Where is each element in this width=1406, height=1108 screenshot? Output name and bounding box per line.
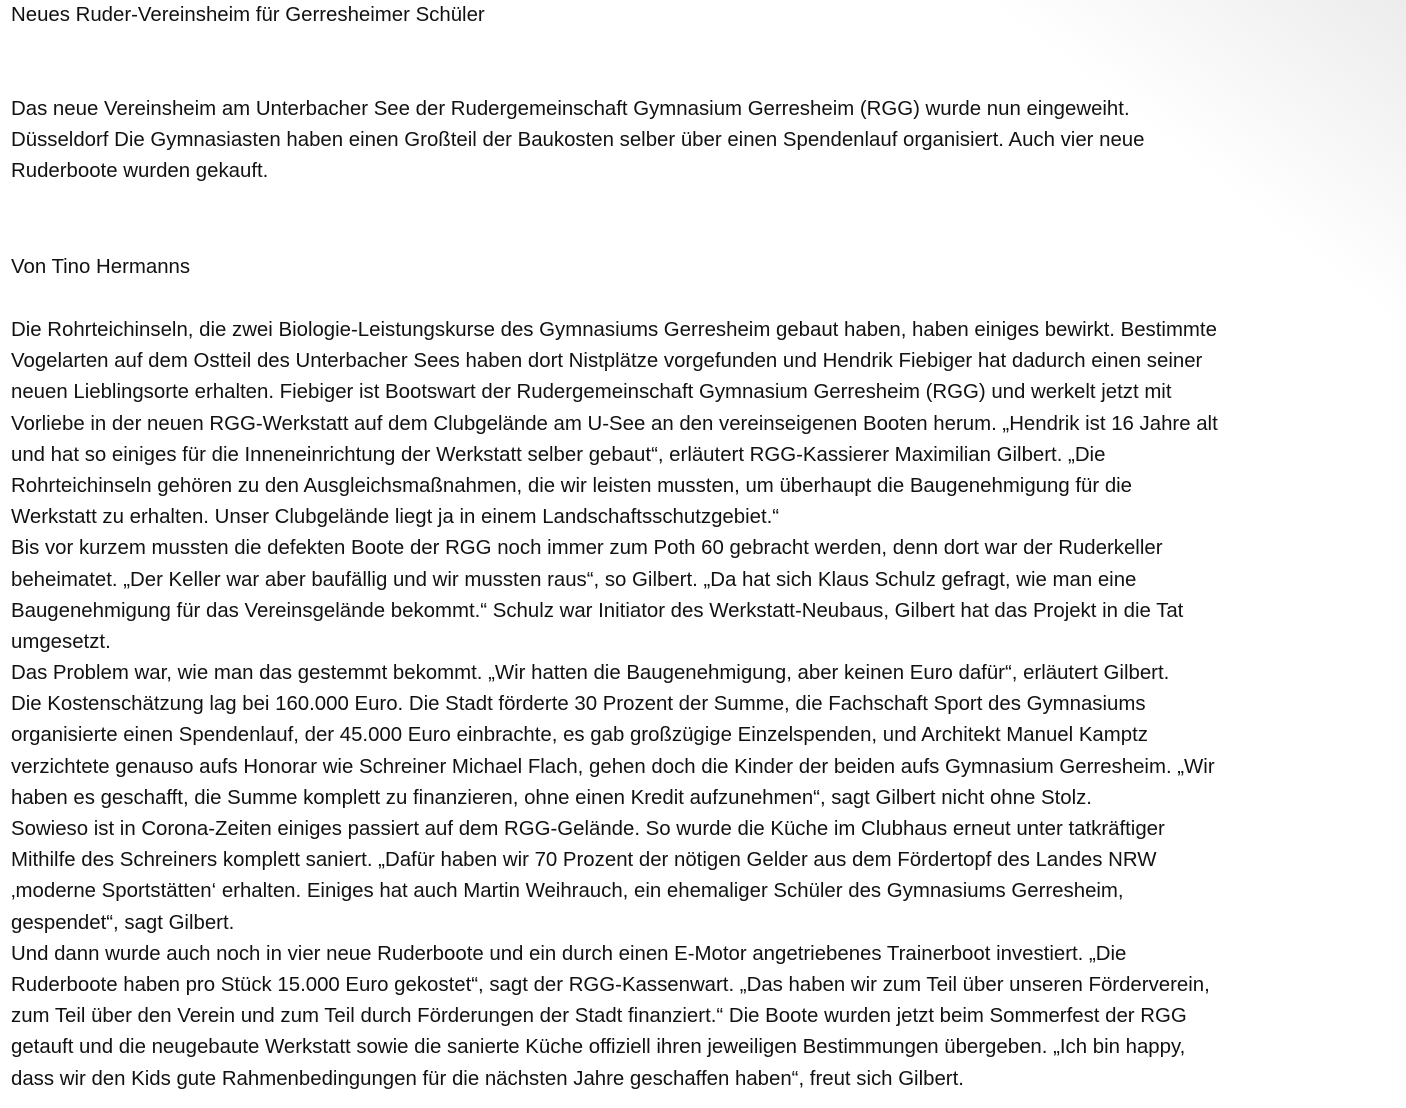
teaser-line: Düsseldorf Die Gymnasiasten haben einen Großteil der Baukosten selber über einen Spendenlauf organisiert. Auch vier neue (11, 129, 1145, 152)
body-line: Vorliebe in der neuen RGG-Werkstatt auf dem Clubgelände am U-See an den vereinseigenen Booten herum. „Hendrik ist 16 Jahre alt (11, 412, 1218, 435)
body-line: verzichtete genauso aufs Honorar wie Schreiner Michael Flach, gehen doch die Kinder der beiden aufs Gymnasium Gerresheim. „Wir (11, 755, 1215, 778)
body-line: Vogelarten auf dem Ostteil des Unterbacher Sees haben dort Nistplätze vorgefunden und Hendrik Fiebiger hat dadurch einen seiner (11, 350, 1203, 373)
body-line: und hat so einiges für die Inneneinrichtung der Werkstatt selber gebaut“, erläutert RGG-Kassierer Maximilian Gilbert. „Die (11, 443, 1106, 466)
body-line: Das Problem war, wie man das gestemmt bekommt. „Wir hatten die Baugenehmigung, aber keinen Euro dafür“, erläutert Gilbert. (11, 662, 1170, 685)
body-line: dass wir den Kids gute Rahmenbedingungen für die nächsten Jahre geschaffen haben“, freut sich Gilbert. (11, 1067, 964, 1090)
body-line: Ruderboote haben pro Stück 15.000 Euro gekostet“, sagt der RGG-Kassenwart. „Das haben wir zum Teil über unseren Förderverein, (11, 973, 1210, 996)
body-line: Werkstatt zu erhalten. Unser Clubgelände liegt ja in einem Landschaftsschutzgebiet.“ (11, 506, 780, 529)
body-line: ‚moderne Sportstätten‘ erhalten. Einiges hat auch Martin Weihrauch, ein ehemaliger Schüler des Gymnasiums Gerresheim, (11, 880, 1124, 903)
body-line: umgesetzt. (11, 630, 111, 653)
body-line: Bis vor kurzem mussten die defekten Boote der RGG noch immer zum Poth 60 gebracht werden, denn dort war der Ruderkeller (11, 537, 1163, 560)
teaser-line: Ruderboote wurden gekauft. (11, 160, 269, 183)
body-line: Die Rohrteichinseln, die zwei Biologie-Leistungskurse des Gymnasiums Gerresheim gebaut haben, haben einiges bewirkt. Bestimmte (11, 319, 1217, 341)
body-line: Und dann wurde auch noch in vier neue Ruderboote und ein durch einen E-Motor angetriebenes Trainerboot investiert. „Die (11, 942, 1127, 965)
body-line: zum Teil über den Verein und zum Teil durch Förderungen der Stadt finanziert.“ Die Boote wurden jetzt beim Sommerfest der RGG (11, 1005, 1187, 1028)
teaser-line: Das neue Vereinsheim am Unterbacher See der Rudergemeinschaft Gymnasium Gerresheim (RGG) wurde nun eingeweiht. (11, 98, 1130, 120)
body-line: Rohrteichinseln gehören zu den Ausgleichsmaßnahmen, die wir leisten mussten, um überhaupt die Baugenehmigung für die (11, 474, 1133, 497)
body-line: Baugenehmigung für das Vereinsgelände bekommt.“ Schulz war Initiator des Werkstatt-Neubaus, Gilbert hat das Projekt in die Tat (11, 599, 1184, 622)
article-byline: Von Tino Hermanns (11, 256, 191, 278)
body-line: Die Kostenschätzung lag bei 160.000 Euro. Die Stadt förderte 30 Prozent der Summe, die Fachschaft Sport des Gymnasiums (11, 693, 1146, 716)
body-line: Sowieso ist in Corona-Zeiten einiges passiert auf dem RGG-Gelände. So wurde die Küche im Clubhaus erneut unter tatkräftiger (11, 818, 1165, 840)
body-line: gespendet“, sagt Gilbert. (11, 911, 235, 934)
body-line: neuen Lieblingsorte erhalten. Fiebiger ist Bootswart der Rudergemeinschaft Gymnasium Gerresheim (RGG) und werkelt jetzt mit (11, 381, 1172, 404)
body-line: organisierte einen Spendenlauf, der 45.000 Euro einbrachte, es gab großzügige Einzelspenden, und Architekt Manuel Kamptz (11, 724, 1148, 747)
body-line: beheimatet. „Der Keller war aber baufällig und wir mussten raus“, so Gilbert. „Da hat sich Klaus Schulz gefragt, wie man eine (11, 568, 1137, 591)
body-line: haben es geschafft, die Summe komplett zu finanzieren, ohne einen Kredit aufzunehmen“, sagt Gilbert nicht ohne Stolz. (11, 786, 1092, 809)
article-body (11, 315, 1218, 1095)
article-teaser (11, 94, 1145, 188)
article-title: Neues Ruder-Vereinsheim für Gerresheimer Schüler (11, 4, 485, 26)
body-line: getauft und die neugebaute Werkstatt sowie die sanierte Küche offiziell ihren jeweiligen Bestimmungen übergeben. „Ich bin happy, (11, 1036, 1186, 1059)
body-line: Mithilfe des Schreiners komplett saniert. „Dafür haben wir 70 Prozent der nötigen Gelder aus dem Fördertopf des Landes NRW (11, 849, 1157, 872)
